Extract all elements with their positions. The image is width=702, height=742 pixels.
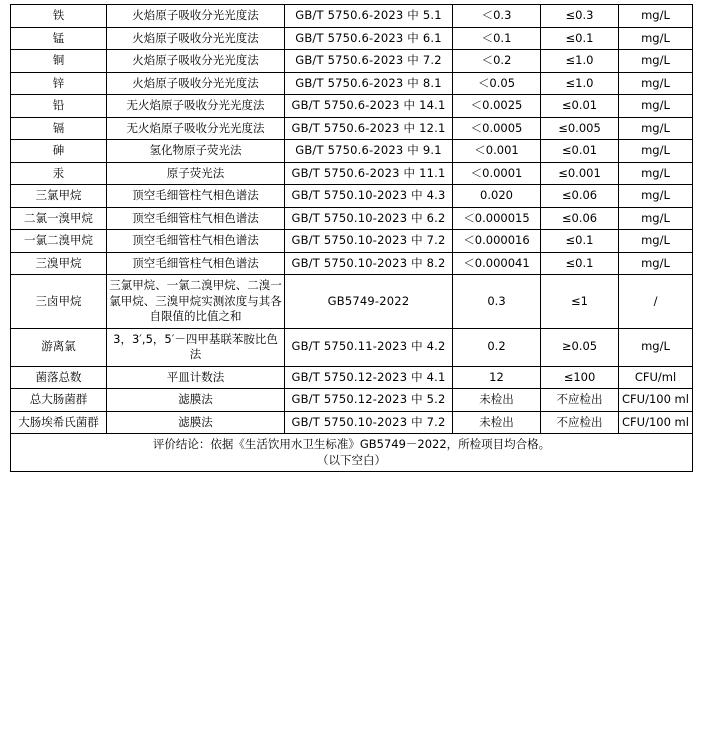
conclusion-blank-note: （以下空白） — [317, 452, 386, 467]
cell-unit: mg/L — [619, 72, 693, 95]
cell-unit: mg/L — [619, 207, 693, 230]
table-row — [11, 252, 693, 275]
cell-standard: GB5749-2022 — [285, 275, 453, 329]
conclusion-row — [11, 434, 693, 472]
cell-limit: 不应检出 — [541, 411, 619, 434]
table-row — [11, 366, 693, 389]
table-row — [11, 389, 693, 412]
cell-limit: ≥0.05 — [541, 328, 619, 366]
cell-item: 一氯二溴甲烷 — [11, 230, 107, 253]
cell-result: ＜0.000015 — [453, 207, 541, 230]
cell-unit: CFU/100 ml — [619, 389, 693, 412]
cell-result: ＜0.0005 — [453, 117, 541, 140]
table-row — [11, 27, 693, 50]
cell-limit: ≤0.005 — [541, 117, 619, 140]
cell-method: 3，3′,5，5′－四甲基联苯胺比色法 — [107, 328, 285, 366]
cell-unit: mg/L — [619, 162, 693, 185]
cell-result: ＜0.1 — [453, 27, 541, 50]
cell-result: ＜0.2 — [453, 50, 541, 73]
cell-item: 铅 — [11, 95, 107, 118]
cell-result: ＜0.000016 — [453, 230, 541, 253]
cell-limit: ≤0.001 — [541, 162, 619, 185]
cell-standard: GB/T 5750.6-2023 中 12.1 — [285, 117, 453, 140]
cell-limit: ≤1.0 — [541, 72, 619, 95]
table-body — [11, 5, 693, 472]
cell-result: 0.3 — [453, 275, 541, 329]
cell-limit: ≤0.1 — [541, 27, 619, 50]
cell-item: 总大肠菌群 — [11, 389, 107, 412]
cell-standard: GB/T 5750.6-2023 中 8.1 — [285, 72, 453, 95]
cell-method: 火焰原子吸收分光光度法 — [107, 27, 285, 50]
table-row — [11, 207, 693, 230]
table-row — [11, 185, 693, 208]
cell-method: 火焰原子吸收分光光度法 — [107, 5, 285, 28]
cell-result: ＜0.001 — [453, 140, 541, 163]
cell-result: 未检出 — [453, 389, 541, 412]
cell-method: 无火焰原子吸收分光光度法 — [107, 95, 285, 118]
cell-standard: GB/T 5750.6-2023 中 7.2 — [285, 50, 453, 73]
cell-unit: / — [619, 275, 693, 329]
cell-result: 0.2 — [453, 328, 541, 366]
cell-unit: mg/L — [619, 95, 693, 118]
cell-standard: GB/T 5750.10-2023 中 6.2 — [285, 207, 453, 230]
cell-limit: ≤1 — [541, 275, 619, 329]
cell-item: 三溴甲烷 — [11, 252, 107, 275]
cell-unit: mg/L — [619, 328, 693, 366]
cell-unit: mg/L — [619, 50, 693, 73]
cell-unit: mg/L — [619, 27, 693, 50]
table-row — [11, 411, 693, 434]
cell-standard: GB/T 5750.10-2023 中 8.2 — [285, 252, 453, 275]
cell-limit: ≤0.1 — [541, 252, 619, 275]
conclusion-text: 评价结论：依据《生活饮用水卫生标准》GB5749－2022，所检项目均合格。 — [152, 437, 551, 452]
cell-item: 锰 — [11, 27, 107, 50]
cell-method: 氢化物原子荧光法 — [107, 140, 285, 163]
conclusion-cell — [11, 434, 693, 472]
cell-method: 平皿计数法 — [107, 366, 285, 389]
cell-item: 镉 — [11, 117, 107, 140]
cell-item: 菌落总数 — [11, 366, 107, 389]
cell-method: 无火焰原子吸收分光光度法 — [107, 117, 285, 140]
cell-method: 火焰原子吸收分光光度法 — [107, 50, 285, 73]
table-row — [11, 275, 693, 329]
cell-limit: ≤0.01 — [541, 140, 619, 163]
cell-method: 滤膜法 — [107, 389, 285, 412]
table-row — [11, 117, 693, 140]
table-row — [11, 95, 693, 118]
cell-item: 大肠埃希氏菌群 — [11, 411, 107, 434]
cell-standard: GB/T 5750.12-2023 中 4.1 — [285, 366, 453, 389]
cell-method: 顶空毛细管柱气相色谱法 — [107, 230, 285, 253]
cell-standard: GB/T 5750.10-2023 中 4.3 — [285, 185, 453, 208]
cell-standard: GB/T 5750.12-2023 中 5.2 — [285, 389, 453, 412]
table-row — [11, 140, 693, 163]
cell-standard: GB/T 5750.10-2023 中 7.2 — [285, 411, 453, 434]
cell-limit: ≤0.06 — [541, 185, 619, 208]
cell-limit: ≤0.06 — [541, 207, 619, 230]
cell-result: 未检出 — [453, 411, 541, 434]
cell-item: 铁 — [11, 5, 107, 28]
cell-limit: ≤1.0 — [541, 50, 619, 73]
table-row — [11, 162, 693, 185]
cell-method: 火焰原子吸收分光光度法 — [107, 72, 285, 95]
cell-standard: GB/T 5750.10-2023 中 7.2 — [285, 230, 453, 253]
cell-method: 原子荧光法 — [107, 162, 285, 185]
table-row — [11, 230, 693, 253]
cell-item: 二氯一溴甲烷 — [11, 207, 107, 230]
cell-item: 游离氯 — [11, 328, 107, 366]
table-row — [11, 72, 693, 95]
cell-standard: GB/T 5750.6-2023 中 11.1 — [285, 162, 453, 185]
cell-item: 汞 — [11, 162, 107, 185]
cell-result: ＜0.0001 — [453, 162, 541, 185]
cell-result: ＜0.0025 — [453, 95, 541, 118]
table-row — [11, 5, 693, 28]
cell-standard: GB/T 5750.6-2023 中 5.1 — [285, 5, 453, 28]
cell-item: 三氯甲烷 — [11, 185, 107, 208]
cell-method: 顶空毛细管柱气相色谱法 — [107, 252, 285, 275]
cell-result: ＜0.3 — [453, 5, 541, 28]
cell-standard: GB/T 5750.11-2023 中 4.2 — [285, 328, 453, 366]
cell-item: 砷 — [11, 140, 107, 163]
cell-limit: ≤0.3 — [541, 5, 619, 28]
cell-method: 顶空毛细管柱气相色谱法 — [107, 207, 285, 230]
cell-method: 顶空毛细管柱气相色谱法 — [107, 185, 285, 208]
cell-result: ＜0.05 — [453, 72, 541, 95]
cell-unit: CFU/ml — [619, 366, 693, 389]
cell-result: 0.020 — [453, 185, 541, 208]
cell-result: ＜0.000041 — [453, 252, 541, 275]
cell-item: 铜 — [11, 50, 107, 73]
cell-limit: ≤0.1 — [541, 230, 619, 253]
cell-limit: 不应检出 — [541, 389, 619, 412]
cell-unit: mg/L — [619, 117, 693, 140]
cell-unit: mg/L — [619, 140, 693, 163]
cell-method: 滤膜法 — [107, 411, 285, 434]
cell-standard: GB/T 5750.6-2023 中 9.1 — [285, 140, 453, 163]
table-row — [11, 328, 693, 366]
cell-result: 12 — [453, 366, 541, 389]
cell-limit: ≤100 — [541, 366, 619, 389]
cell-unit: mg/L — [619, 252, 693, 275]
cell-standard: GB/T 5750.6-2023 中 14.1 — [285, 95, 453, 118]
cell-item: 锌 — [11, 72, 107, 95]
cell-standard: GB/T 5750.6-2023 中 6.1 — [285, 27, 453, 50]
water-quality-table — [10, 4, 693, 472]
cell-method: 三氯甲烷、一氯二溴甲烷、二溴一氯甲烷、三溴甲烷实测浓度与其各自限值的比值之和 — [107, 275, 285, 329]
cell-item: 三卤甲烷 — [11, 275, 107, 329]
cell-unit: CFU/100 ml — [619, 411, 693, 434]
table-row — [11, 50, 693, 73]
cell-unit: mg/L — [619, 5, 693, 28]
cell-limit: ≤0.01 — [541, 95, 619, 118]
cell-unit: mg/L — [619, 230, 693, 253]
cell-unit: mg/L — [619, 185, 693, 208]
